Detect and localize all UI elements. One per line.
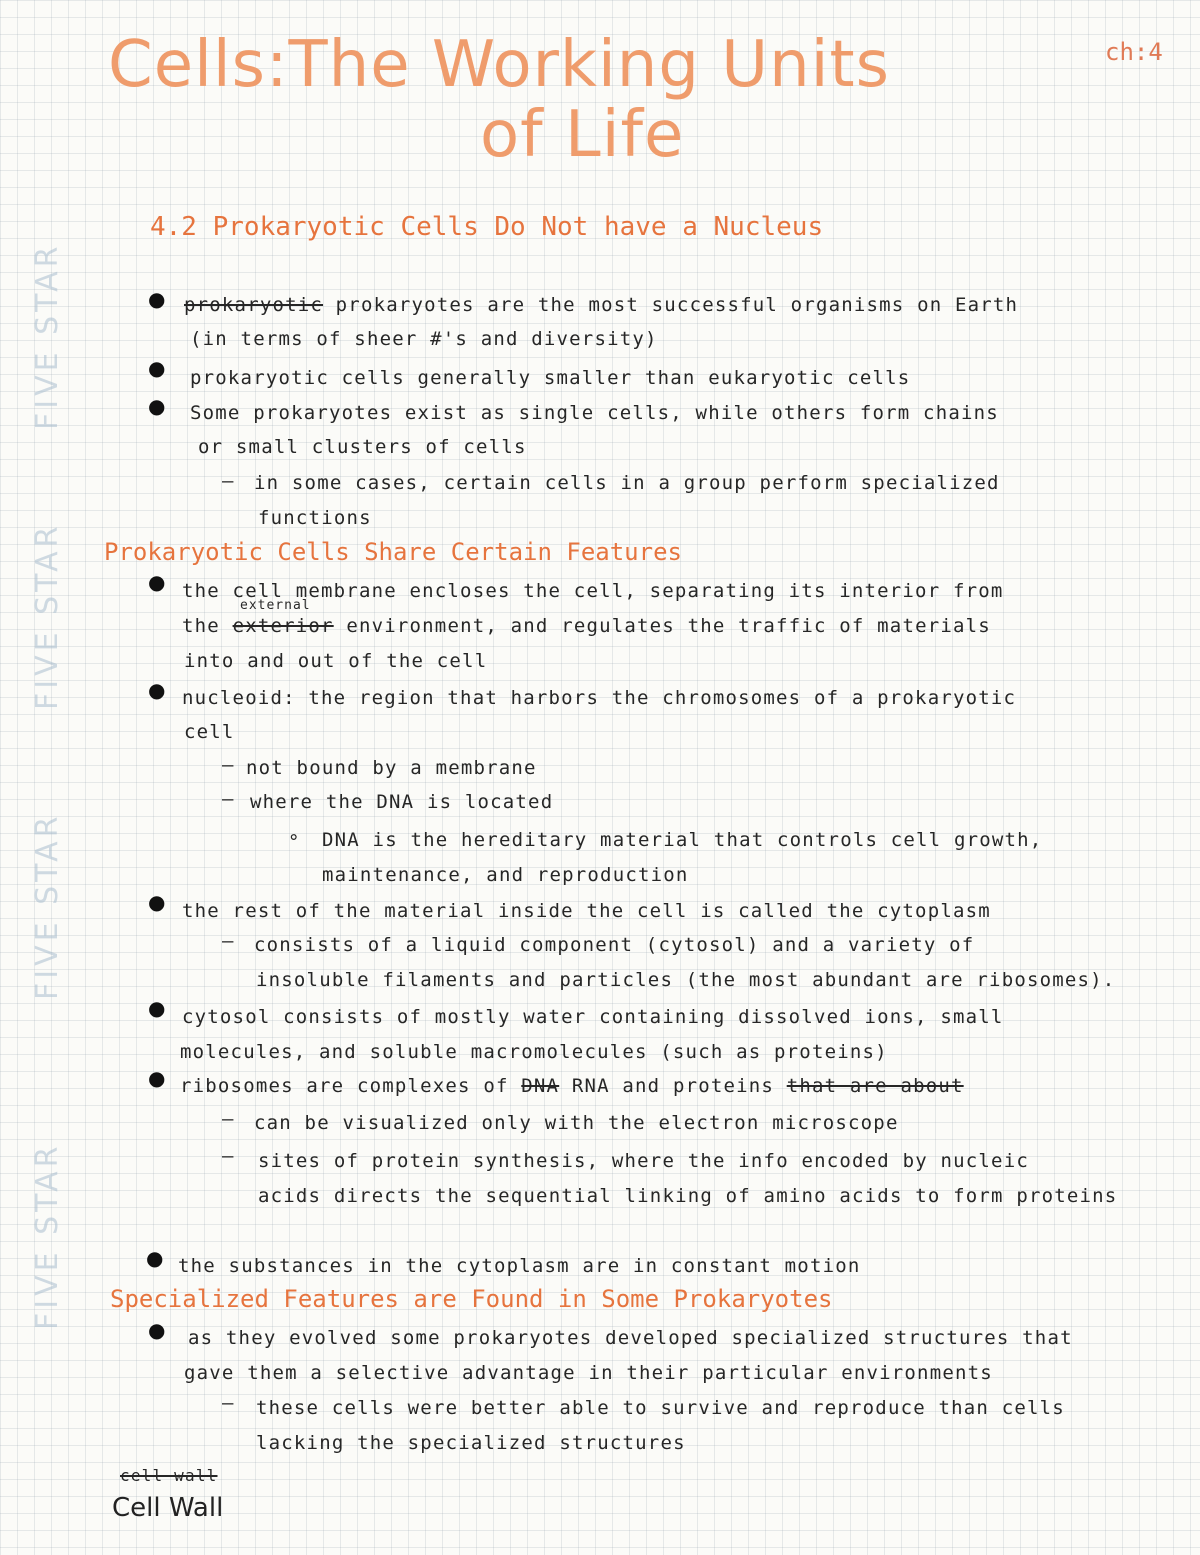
margin-brand-mark: FIVE STAR: [30, 242, 65, 430]
note-line: nucleoid: the region that harbors the chromosomes of a prokaryotic: [182, 687, 1017, 709]
note-line: not bound by a membrane: [246, 757, 537, 779]
note-text: the: [182, 615, 220, 637]
dash-marker: –: [222, 1145, 235, 1167]
section-heading: 4.2 Prokaryotic Cells Do Not have a Nucleus: [150, 212, 824, 242]
note-line: the substances in the cytoplasm are in constant motion: [178, 1255, 861, 1277]
note-line: maintenance, and reproduction: [322, 864, 689, 886]
note-line: cell: [184, 721, 235, 743]
note-line: acids directs the sequential linking of amino acids to form proteins: [258, 1185, 1118, 1207]
note-line: prokaryotic cells generally smaller than eukaryotic cells: [190, 367, 911, 389]
margin-brand-mark: FIVE STAR: [30, 522, 65, 710]
subheading-shared-features: Prokaryotic Cells Share Certain Features: [104, 538, 682, 566]
note-line: [180, 1075, 964, 1097]
note-line: the rest of the material inside the cell is called the cytoplasm: [182, 900, 991, 922]
note-text: environment, and regulates the traffic of materials: [346, 615, 991, 637]
note-text: RNA and proteins: [571, 1075, 775, 1097]
note-line: where the DNA is located: [250, 791, 554, 813]
dash-marker: –: [222, 754, 235, 776]
note-line: or small clusters of cells: [198, 436, 527, 458]
bullet-dot: ●: [148, 570, 166, 594]
note-line: DNA is the hereditary material that controls cell growth,: [322, 829, 1043, 851]
note-line: functions: [258, 507, 372, 529]
note-line: Some prokaryotes exist as single cells, while others form chains: [190, 402, 999, 424]
note-line: the cell membrane encloses the cell, separating its interior from: [182, 580, 1004, 602]
note-line: in some cases, certain cells in a group perform specialized: [254, 472, 1000, 494]
subheading-specialized-features: Specialized Features are Found in Some Prokaryotes: [110, 1285, 833, 1313]
struck-word: prokaryotic: [184, 294, 324, 316]
note-line: these cells were better able to survive and reproduce than cells: [256, 1397, 1065, 1419]
note-line: into and out of the cell: [184, 650, 488, 672]
struck-word: exterior: [232, 615, 334, 637]
bullet-dot: ●: [148, 287, 166, 311]
struck-heading: cell wall: [120, 1466, 218, 1485]
dash-marker: –: [222, 1108, 235, 1130]
bullet-dot: ●: [148, 890, 166, 914]
inserted-word: external: [240, 598, 311, 613]
note-line: cytosol consists of mostly water containing dissolved ions, small: [182, 1006, 1004, 1028]
note-line: sites of protein synthesis, where the info encoded by nucleic: [258, 1150, 1029, 1172]
page-title-line1: Cells:The Working Units: [108, 28, 890, 102]
note-line: molecules, and soluble macromolecules (such as proteins): [180, 1041, 888, 1063]
bullet-dot: ●: [148, 1318, 166, 1342]
margin-brand-mark: FIVE STAR: [30, 1142, 65, 1330]
note-text: prokaryotes are the most successful organisms on Earth: [335, 294, 1019, 316]
note-line: insoluble filaments and particles (the most abundant are ribosomes).: [256, 969, 1116, 991]
dash-marker: –: [222, 930, 235, 952]
bullet-dot: ●: [148, 394, 166, 418]
struck-word: DNA: [521, 1075, 560, 1097]
bullet-dot: ●: [146, 1246, 164, 1270]
circle-marker: ∘: [288, 826, 301, 848]
margin-brand-mark: FIVE STAR: [30, 812, 65, 1000]
note-text: ribosomes are complexes of: [180, 1075, 509, 1097]
bullet-dot: ●: [148, 678, 166, 702]
cell-wall-heading: Cell Wall: [112, 1493, 224, 1523]
struck-word: that are about: [786, 1075, 964, 1097]
bullet-dot: ●: [148, 996, 166, 1020]
chapter-label: ch:4: [1105, 38, 1163, 66]
note-line: lacking the specialized structures: [256, 1432, 686, 1454]
note-line: consists of a liquid component (cytosol) and a variety of: [254, 934, 975, 956]
note-line: can be visualized only with the electron microscope: [254, 1112, 899, 1134]
page-title-line2: of Life: [480, 98, 685, 172]
note-line: (in terms of sheer #'s and diversity): [190, 328, 658, 350]
note-line: as they evolved some prokaryotes developed specialized structures that: [188, 1327, 1073, 1349]
note-line: [184, 294, 1018, 316]
bullet-dot: ●: [148, 356, 166, 380]
dash-marker: –: [222, 788, 235, 810]
note-line: gave them a selective advantage in their particular environments: [184, 1362, 993, 1384]
bullet-dot: ●: [148, 1066, 166, 1090]
note-line: [182, 615, 991, 637]
dash-marker: –: [222, 470, 235, 492]
dash-marker: –: [222, 1392, 235, 1414]
